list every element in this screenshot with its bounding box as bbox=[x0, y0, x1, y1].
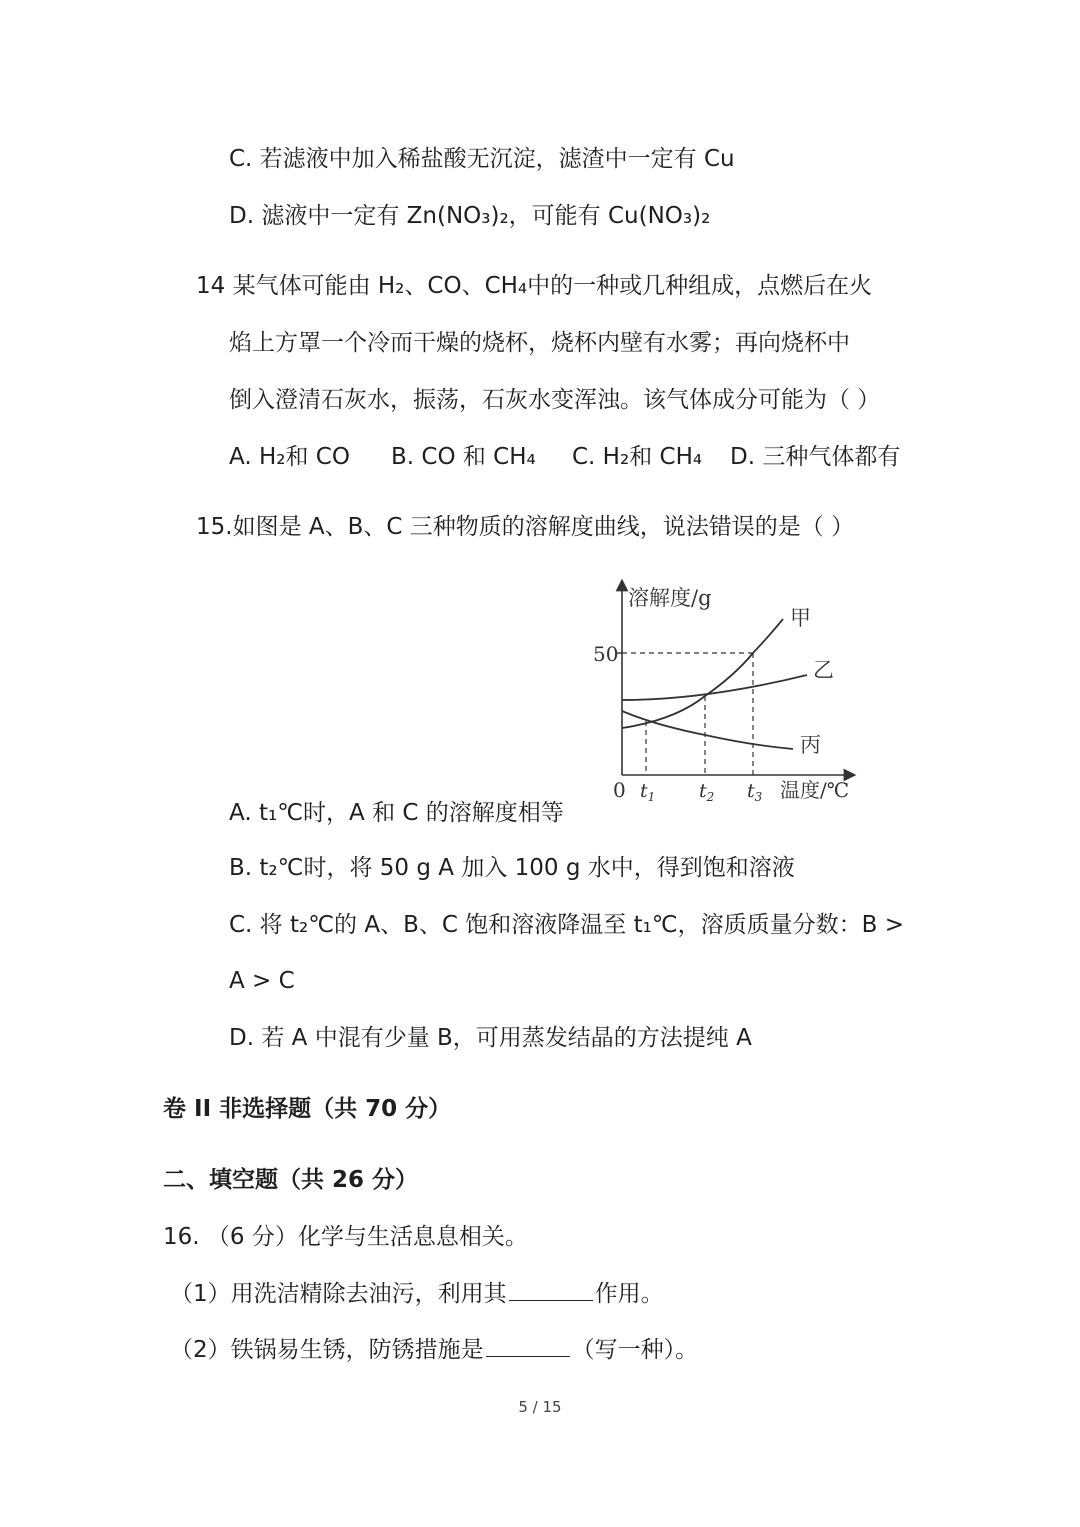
page-number: 5 / 15 bbox=[518, 1398, 562, 1416]
curve-b bbox=[622, 675, 807, 700]
x-tick-t2: $t_2$ bbox=[699, 780, 715, 804]
q15-option-a: A. t₁℃时，A 和 C 的溶解度相等 bbox=[229, 800, 564, 826]
q16-part2-suffix: （写一种）。 bbox=[571, 1337, 699, 1363]
q14-option-a: A. H₂和 CO bbox=[229, 444, 350, 470]
q14-option-c: C. H₂和 CH₄ bbox=[572, 444, 703, 470]
q16-part1-text: （1）用洗洁精除去油污，利用其 bbox=[170, 1281, 507, 1307]
x-tick-t3: $t_3$ bbox=[747, 780, 763, 804]
q16-part2-blank[interactable] bbox=[486, 1334, 570, 1357]
q13-option-c: C. 若滤液中加入稀盐酸无沉淀，滤渣中一定有 Cu bbox=[229, 146, 735, 172]
y-tick-50: 50 bbox=[593, 642, 619, 666]
q16-part1-blank[interactable] bbox=[509, 1278, 593, 1301]
q15-stem: 15.如图是 A、B、C 三种物质的溶解度曲线，说法错误的是（ ） bbox=[196, 514, 855, 540]
q15-option-b: B. t₂℃时，将 50 g A 加入 100 g 水中，得到饱和溶液 bbox=[229, 855, 795, 881]
q14-option-d: D. 三种气体都有 bbox=[730, 444, 901, 470]
y-axis-label: 溶解度/g bbox=[628, 586, 712, 610]
q13-option-d: D. 滤液中一定有 Zn(NO₃)₂，可能有 Cu(NO₃)₂ bbox=[229, 203, 711, 229]
section-subheading: 二、填空题（共 26 分） bbox=[163, 1167, 419, 1193]
q16-part2 bbox=[170, 1334, 698, 1365]
q15-option-c-line1: C. 将 t₂℃的 A、B、C 饱和溶液降温至 t₁℃，溶质质量分数：B > bbox=[229, 912, 904, 938]
q14-options bbox=[229, 442, 900, 472]
curve-c bbox=[622, 711, 793, 749]
section-heading: 卷 II 非选择题（共 70 分） bbox=[163, 1096, 452, 1122]
q16-part1 bbox=[170, 1278, 664, 1309]
q16-part2-text: （2）铁锅易生锈，防锈措施是 bbox=[170, 1337, 484, 1363]
curve-a bbox=[622, 619, 783, 728]
curve-c-label: 丙 bbox=[800, 733, 821, 757]
curve-b-label: 乙 bbox=[813, 658, 834, 682]
q16-stem: 16. （6 分）化学与生活息息相关。 bbox=[163, 1224, 528, 1250]
q14-stem-line1: 14 某气体可能由 H₂、CO、CH₄中的一种或几种组成，点燃后在火 bbox=[196, 273, 873, 299]
solubility-curve-graph bbox=[585, 575, 875, 805]
origin-label: 0 bbox=[613, 778, 626, 802]
q15-option-c-line2: A > C bbox=[229, 968, 295, 994]
x-axis-label: 温度/℃ bbox=[780, 778, 850, 802]
q14-option-b: B. CO 和 CH₄ bbox=[391, 444, 536, 470]
x-tick-t1: $t_1$ bbox=[640, 780, 656, 804]
q16-part1-suffix: 作用。 bbox=[594, 1281, 664, 1307]
q15-option-d: D. 若 A 中混有少量 B，可用蒸发结晶的方法提纯 A bbox=[229, 1025, 752, 1051]
q14-stem-line3: 倒入澄清石灰水，振荡，石灰水变浑浊。该气体成分可能为（ ） bbox=[229, 387, 881, 413]
q14-stem-line2: 焰上方罩一个冷而干燥的烧杯，烧杯内壁有水雾；再向烧杯中 bbox=[229, 330, 850, 356]
curve-a-label: 甲 bbox=[790, 606, 811, 630]
